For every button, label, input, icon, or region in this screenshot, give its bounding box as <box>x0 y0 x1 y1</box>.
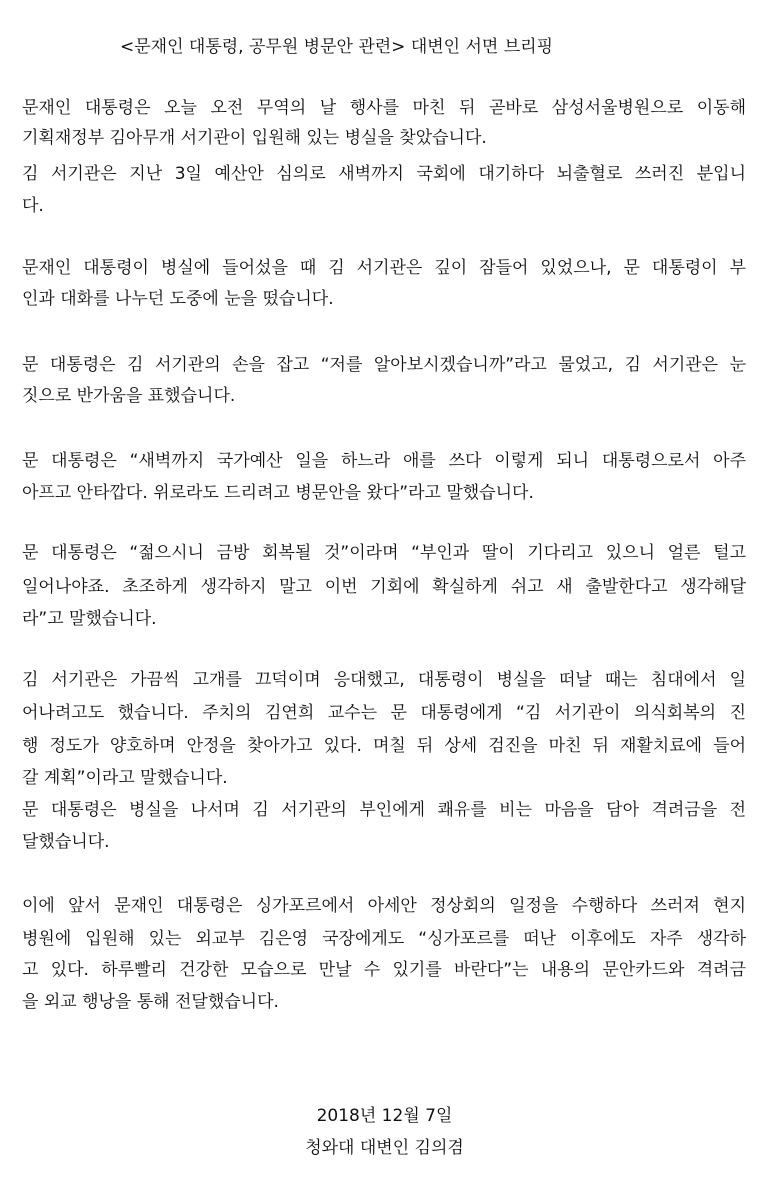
paragraph-1-line-3: 김 서기관은 지난 3일 예산안 심의로 새벽까지 국회에 대기하다 뇌출혈로 쓰러진 분입니 <box>22 164 746 184</box>
paragraph-1-line-1: 문재인 대통령은 오늘 오전 무역의 날 행사를 마친 뒤 곧바로 삼성서울병원으로 이동해 <box>22 98 746 118</box>
briefing-date: 2018년 12월 7일 <box>316 1106 453 1126</box>
paragraph-6-line-1: 김 서기관은 가끔씩 고개를 끄덕이며 응대했고, 대통령이 병실을 떠날 때는 침대에서 일 <box>22 670 746 690</box>
paragraph-6-line-4: 갈 계획”이라고 말했습니다. <box>22 768 228 788</box>
paragraph-5-line-2: 일어나야죠. 초조하게 생각하지 말고 이번 기회에 확실하게 쉬고 새 출발한다고 생각해달 <box>22 577 746 597</box>
paragraph-7-line-3: 고 있다. 하루빨리 건강한 모습으로 만날 수 있기를 바란다”는 내용의 문안카드와 격려금 <box>22 960 746 980</box>
paragraph-4-line-1: 문 대통령은 “새벽까지 국가예산 일을 하느라 애를 쓰다 이렇게 되니 대통령으로서 아주 <box>22 451 746 471</box>
paragraph-5-line-3: 라”고 말했습니다. <box>22 609 157 629</box>
paragraph-4-line-2: 아프고 안타깝다. 위로라도 드리려고 병문안을 왔다”라고 말했습니다. <box>22 483 534 503</box>
paragraph-5-line-1: 문 대통령은 “젊으시니 금방 회복될 것”이라며 “부인과 딸이 기다리고 있으니 얼른 털고 <box>22 543 746 563</box>
paragraph-7-line-1: 이에 앞서 문재인 대통령은 싱가포르에서 아세안 정상회의 일정을 수행하다 쓰러져 현지 <box>22 896 746 916</box>
paragraph-6-line-6: 달했습니다. <box>22 832 110 852</box>
paragraph-7-line-4: 을 외교 행낭을 통해 전달했습니다. <box>22 992 279 1012</box>
paragraph-2-line-1: 문재인 대통령이 병실에 들어섰을 때 김 서기관은 깊이 잠들어 있었으나, 문 대통령이 부 <box>22 258 746 278</box>
document-title: <문재인 대통령, 공무원 병문안 관련> 대변인 서면 브리핑 <box>120 37 554 57</box>
paragraph-3-line-2: 짓으로 반가움을 표했습니다. <box>22 386 236 406</box>
paragraph-1-line-2: 기획재정부 김아무개 서기관이 입원해 있는 병실을 찾았습니다. <box>22 128 487 148</box>
paragraph-7-line-2: 병원에 입원해 있는 외교부 김은영 국장에게도 “싱가포르를 떠난 이후에도 자주 생각하 <box>22 929 746 949</box>
paragraph-6-line-3: 행 정도가 양호하며 안정을 찾아가고 있다. 며칠 뒤 상세 검진을 마친 뒤 재활치료에 들어 <box>22 736 746 756</box>
spokesperson-signature: 청와대 대변인 김의겸 <box>305 1138 464 1158</box>
paragraph-3-line-1: 문 대통령은 김 서기관의 손을 잡고 “저를 알아보시겠습니까”라고 물었고, 김 서기관은 눈 <box>22 355 746 375</box>
paragraph-6-line-5: 문 대통령은 병실을 나서며 김 서기관의 부인에게 쾌유를 비는 마음을 담아 격려금을 전 <box>22 800 746 820</box>
paragraph-6-line-2: 어나려고도 했습니다. 주치의 김연희 교수는 문 대통령에게 “김 서기관이 의식회복의 진 <box>22 703 746 723</box>
paragraph-2-line-2: 인과 대화를 나누던 도중에 눈을 떴습니다. <box>22 289 334 309</box>
paragraph-1-line-4: 다. <box>22 196 44 216</box>
